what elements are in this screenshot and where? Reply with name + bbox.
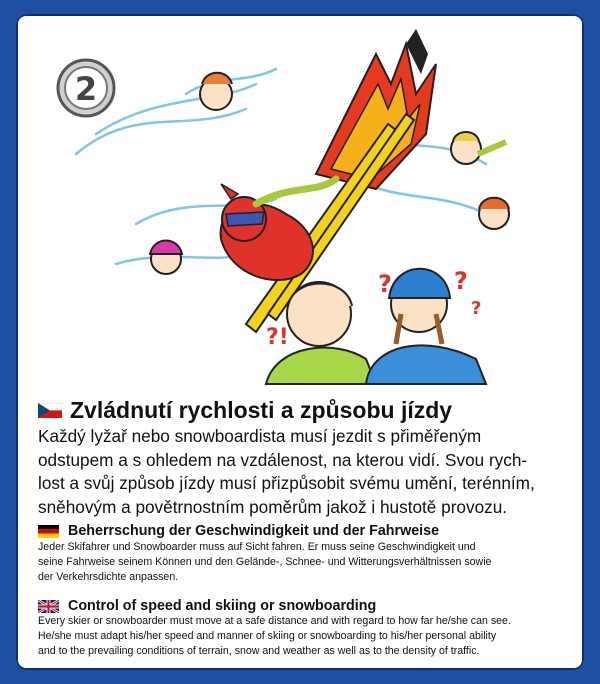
uk-flag-icon: [38, 600, 59, 613]
question-mark-icon: ?: [454, 267, 468, 295]
czech-body-line: odstupem a s ohledem na vzdálenost, na kterou vidí. Svou rych-: [38, 449, 528, 470]
german-body-line: Jeder Skifahrer und Snowboarder muss auf Sicht fahren. Er muss seine Geschwindigkeit und: [38, 541, 476, 553]
rule-number-badge: [58, 60, 114, 116]
czech-flag-icon: [38, 403, 62, 418]
german-title-row: [38, 522, 578, 540]
english-body-line: Every skier or snowboarder must move at a safe distance and with regard to how far he/she can see.: [38, 615, 511, 627]
german-title: Beherrschung der Geschwindigkeit und der Fahrweise: [68, 523, 440, 539]
czech-title-row: [38, 396, 578, 424]
german-flag-icon: [38, 525, 59, 538]
question-mark-icon: ?: [471, 298, 482, 319]
english-title: Control of speed and skiing or snowboarding: [68, 598, 377, 614]
czech-body-line: Každý lyžař nebo snowboardista musí jezdit s přiměřeným: [38, 426, 482, 446]
english-body-line: and to the prevailing conditions of terrain, snow and weather as well as to the density of traffic.: [38, 644, 480, 657]
czech-body: [38, 425, 578, 519]
rule-card: [16, 14, 584, 670]
question-mark-icon: ?: [378, 270, 392, 298]
english-body-line: He/she must adapt his/her speed and manner of skiing or snowboarding to his/her personal ability: [38, 629, 497, 642]
czech-title: Zvládnutí rychlosti a způsobu jízdy: [70, 397, 453, 423]
english-body: [38, 614, 578, 658]
skiing-illustration: [16, 14, 584, 404]
rule-number: 2: [74, 70, 98, 108]
german-body-line: der Verkehrsdichte anpassen.: [38, 570, 179, 583]
german-body: [38, 540, 578, 584]
german-body-line: seine Fahrweise seinem Können und den Gelände-, Schnee- und Witterungsverhältnissen sowie: [38, 555, 492, 568]
english-title-row: [38, 597, 578, 615]
exclamation-mark-icon: ?!: [266, 325, 289, 350]
czech-body-line: lost a svůj způsob jízdy musí přizpůsobit svému umění, terénním,: [38, 473, 535, 493]
czech-body-line: sněhovým a povětrnostním poměrům jakož i hustotě provozu.: [38, 496, 508, 517]
